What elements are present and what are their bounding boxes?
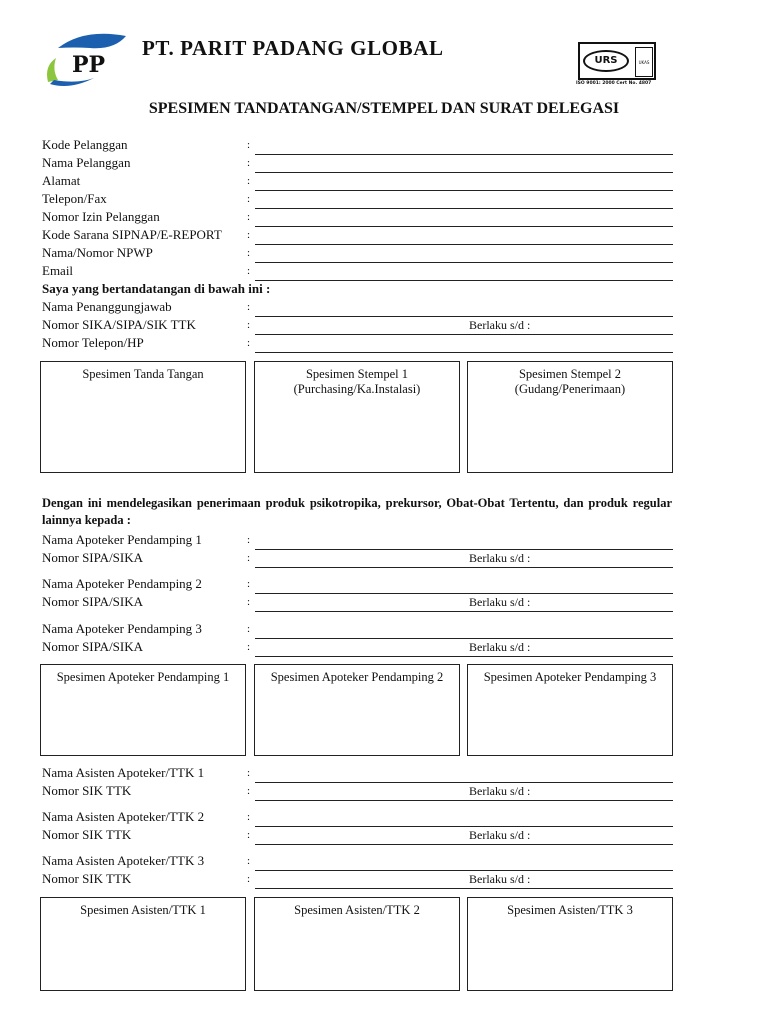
pharmacist-1-specimen-box[interactable] [40, 664, 246, 756]
assistant-2-name-line[interactable] [255, 826, 673, 827]
signatory-heading: Saya yang bertandatangan di bawah ini : [42, 281, 271, 296]
delegation-text: Dengan ini mendelegasikan penerimaan produk psikotropika, prekursor, Obat-Obat Tertentu, dan produk regular lainnya kepada : [42, 496, 672, 527]
assistant-1-name-line[interactable] [255, 782, 673, 783]
box-title: Spesimen Asisten/TTK 3 [507, 903, 633, 917]
assistant-1-specimen-box[interactable] [40, 897, 246, 991]
assistant-1-license-label: Nomor SIK TTK [42, 783, 132, 798]
box-title: Spesimen Stempel 1 [305, 367, 409, 381]
pharmacist-3-license-line[interactable] [255, 656, 673, 657]
assistant-3-specimen-box[interactable] [467, 897, 673, 991]
pharmacist-2-name-line[interactable] [255, 593, 673, 594]
field-colon: : [247, 552, 251, 564]
document-title: SPESIMEN TANDATANGAN/STEMPEL DAN SURAT DELEGASI [148, 100, 620, 117]
ukas-mark: UKAS [635, 47, 653, 77]
assistant-3-name-line[interactable] [255, 870, 673, 871]
signatory-name-line[interactable] [255, 316, 673, 317]
field-colon: : [247, 641, 251, 653]
field-label: Kode Sarana SIPNAP/E-REPORT [42, 227, 222, 242]
field-line[interactable] [255, 154, 673, 155]
assistant-1-license-line[interactable] [255, 800, 673, 801]
company-name: PT. PARIT PADANG GLOBAL [142, 36, 444, 60]
urs-logo: URS [583, 50, 629, 72]
field-line[interactable] [255, 262, 673, 263]
field-label: Email [42, 263, 74, 278]
field-colon: : [247, 193, 251, 205]
field-line[interactable] [255, 190, 673, 191]
signatory-name-label: Nama Penanggungjawab [42, 299, 172, 314]
field-colon: : [247, 229, 251, 241]
pharmacist-3-specimen-box[interactable] [467, 664, 673, 756]
field-colon: : [247, 578, 251, 590]
valid-until-label: Berlaku s/d : [469, 828, 531, 842]
box-subtitle: (Gudang/Penerimaan) [514, 382, 626, 396]
field-label: Alamat [42, 173, 81, 188]
pharmacist-1-name-line[interactable] [255, 549, 673, 550]
field-label: Nomor Izin Pelanggan [42, 209, 160, 224]
field-colon: : [247, 265, 251, 277]
assistant-3-license-line[interactable] [255, 888, 673, 889]
certification-badge [576, 42, 660, 90]
signature-specimen-box[interactable] [40, 361, 246, 473]
box-title: Spesimen Tanda Tangan [82, 367, 204, 381]
field-colon: : [247, 811, 251, 823]
stamp-specimen-2-box[interactable] [467, 361, 673, 473]
pharmacist-1-license-line[interactable] [255, 567, 673, 568]
field-label: Nama Pelanggan [42, 155, 131, 170]
pharmacist-2-license-line[interactable] [255, 611, 673, 612]
assistant-2-specimen-box[interactable] [254, 897, 460, 991]
field-line[interactable] [255, 244, 673, 245]
field-label: Telepon/Fax [42, 191, 107, 206]
cert-number: ISO 9001: 2000 Cert No. 4807 [576, 81, 652, 86]
field-line[interactable] [255, 172, 673, 173]
field-colon: : [247, 211, 251, 223]
signatory-license-line[interactable] [255, 334, 673, 335]
field-colon: : [247, 855, 251, 867]
pharmacist-3-name-label: Nama Apoteker Pendamping 3 [42, 621, 202, 636]
pharmacist-2-name-label: Nama Apoteker Pendamping 2 [42, 576, 202, 591]
pharmacist-1-license-label: Nomor SIPA/SIKA [42, 550, 144, 565]
assistant-2-license-label: Nomor SIK TTK [42, 827, 132, 842]
field-line[interactable] [255, 280, 673, 281]
box-title: Spesimen Apoteker Pendamping 3 [483, 670, 657, 684]
assistant-1-name-label: Nama Asisten Apoteker/TTK 1 [42, 765, 205, 780]
field-colon: : [247, 337, 251, 349]
valid-until-label: Berlaku s/d : [469, 595, 531, 609]
assistant-3-license-label: Nomor SIK TTK [42, 871, 132, 886]
logo-letters: PP [72, 52, 106, 78]
field-colon: : [247, 247, 251, 259]
box-title: Spesimen Stempel 2 [518, 367, 622, 381]
field-colon: : [247, 829, 251, 841]
box-title: Spesimen Asisten/TTK 1 [80, 903, 206, 917]
box-title: Spesimen Apoteker Pendamping 2 [270, 670, 444, 684]
valid-until-label: Berlaku s/d : [469, 784, 531, 798]
assistant-3-name-label: Nama Asisten Apoteker/TTK 3 [42, 853, 205, 868]
valid-until-label: Berlaku s/d : [469, 640, 531, 654]
pharmacist-1-name-label: Nama Apoteker Pendamping 1 [42, 532, 202, 547]
pharmacist-2-specimen-box[interactable] [254, 664, 460, 756]
box-subtitle: (Purchasing/Ka.Instalasi) [293, 382, 421, 396]
signatory-phone-label: Nomor Telepon/HP [42, 335, 144, 350]
field-colon: : [247, 873, 251, 885]
field-colon: : [247, 767, 251, 779]
signatory-phone-line[interactable] [255, 352, 673, 353]
signatory-license-label: Nomor SIKA/SIPA/SIK TTK [42, 317, 196, 332]
valid-until-label: Berlaku s/d : [469, 551, 531, 565]
pharmacist-2-license-label: Nomor SIPA/SIKA [42, 594, 144, 609]
field-label: Nama/Nomor NPWP [42, 245, 153, 260]
company-logo-icon [44, 30, 130, 88]
assistant-2-license-line[interactable] [255, 844, 673, 845]
assistant-2-name-label: Nama Asisten Apoteker/TTK 2 [42, 809, 205, 824]
field-colon: : [247, 596, 251, 608]
valid-until-label: Berlaku s/d : [469, 872, 531, 886]
field-colon: : [247, 301, 251, 313]
field-label: Kode Pelanggan [42, 137, 128, 152]
valid-until-label: Berlaku s/d : [469, 318, 531, 332]
field-colon: : [247, 534, 251, 546]
field-colon: : [247, 319, 251, 331]
field-line[interactable] [255, 208, 673, 209]
field-colon: : [247, 623, 251, 635]
field-colon: : [247, 785, 251, 797]
pharmacist-3-license-label: Nomor SIPA/SIKA [42, 639, 144, 654]
field-colon: : [247, 157, 251, 169]
box-title: Spesimen Asisten/TTK 2 [294, 903, 420, 917]
field-colon: : [247, 139, 251, 151]
pharmacist-3-name-line[interactable] [255, 638, 673, 639]
field-colon: : [247, 175, 251, 187]
company-logo [44, 30, 130, 88]
box-title: Spesimen Apoteker Pendamping 1 [56, 670, 230, 684]
stamp-specimen-1-box[interactable] [254, 361, 460, 473]
field-line[interactable] [255, 226, 673, 227]
